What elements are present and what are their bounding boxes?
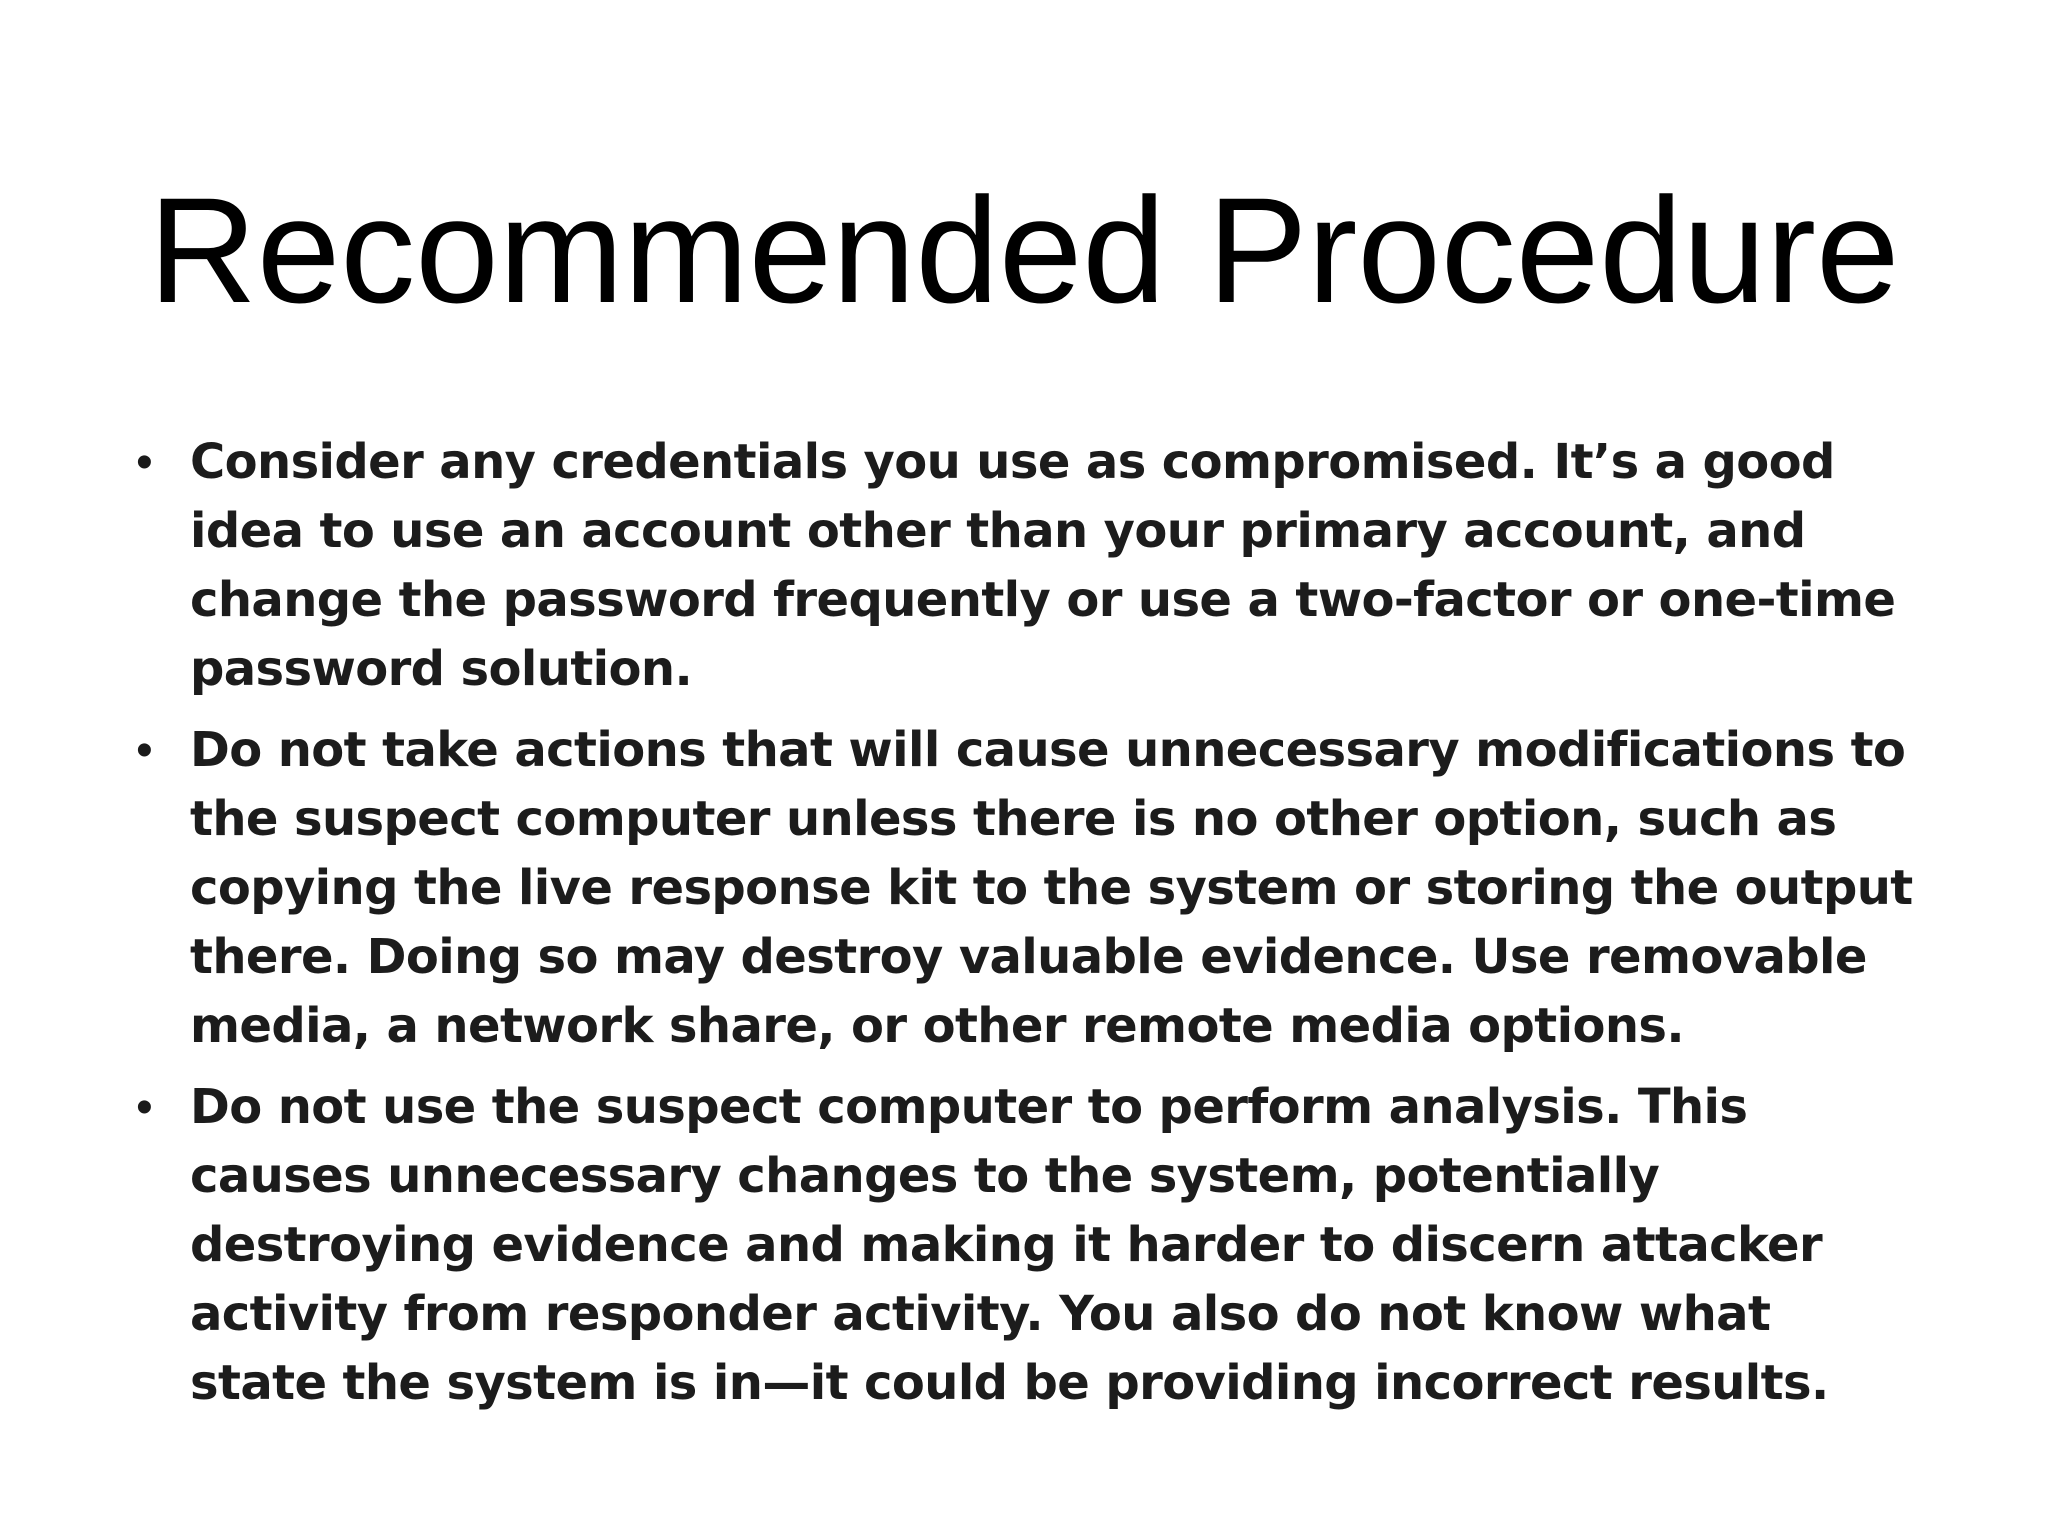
bullet-icon: • (136, 1081, 153, 1134)
bullet-item (136, 428, 1916, 704)
bullet-item (136, 716, 1916, 1061)
slide-title: Recommended Procedure (148, 166, 1900, 334)
bullet-text: Do not use the suspect computer to perform analysis. This causes unnecessary changes to the system, potentially destroying evidence and making it harder to discern attacker activity from responder activity. You also do not know what state the system is in—it could be providing incorrect results. (190, 1079, 1829, 1411)
bullet-text: Do not take actions that will cause unnecessary modifications to the suspect computer unless there is no other option, such as copying the live response kit to the system or storing the output there. Doing so may destroy valuable evidence. Use removable media, a network share, or other remote media options. (190, 722, 1913, 1054)
bullet-text: Consider any credentials you use as compromised. It’s a good idea to use an account other than your primary account, and change the password frequently or use a two-factor or one-time password solution. (190, 434, 1896, 697)
bullet-list (136, 428, 1916, 1430)
bullet-item (136, 1073, 1916, 1418)
bullet-icon: • (136, 724, 153, 777)
bullet-icon: • (136, 436, 153, 489)
